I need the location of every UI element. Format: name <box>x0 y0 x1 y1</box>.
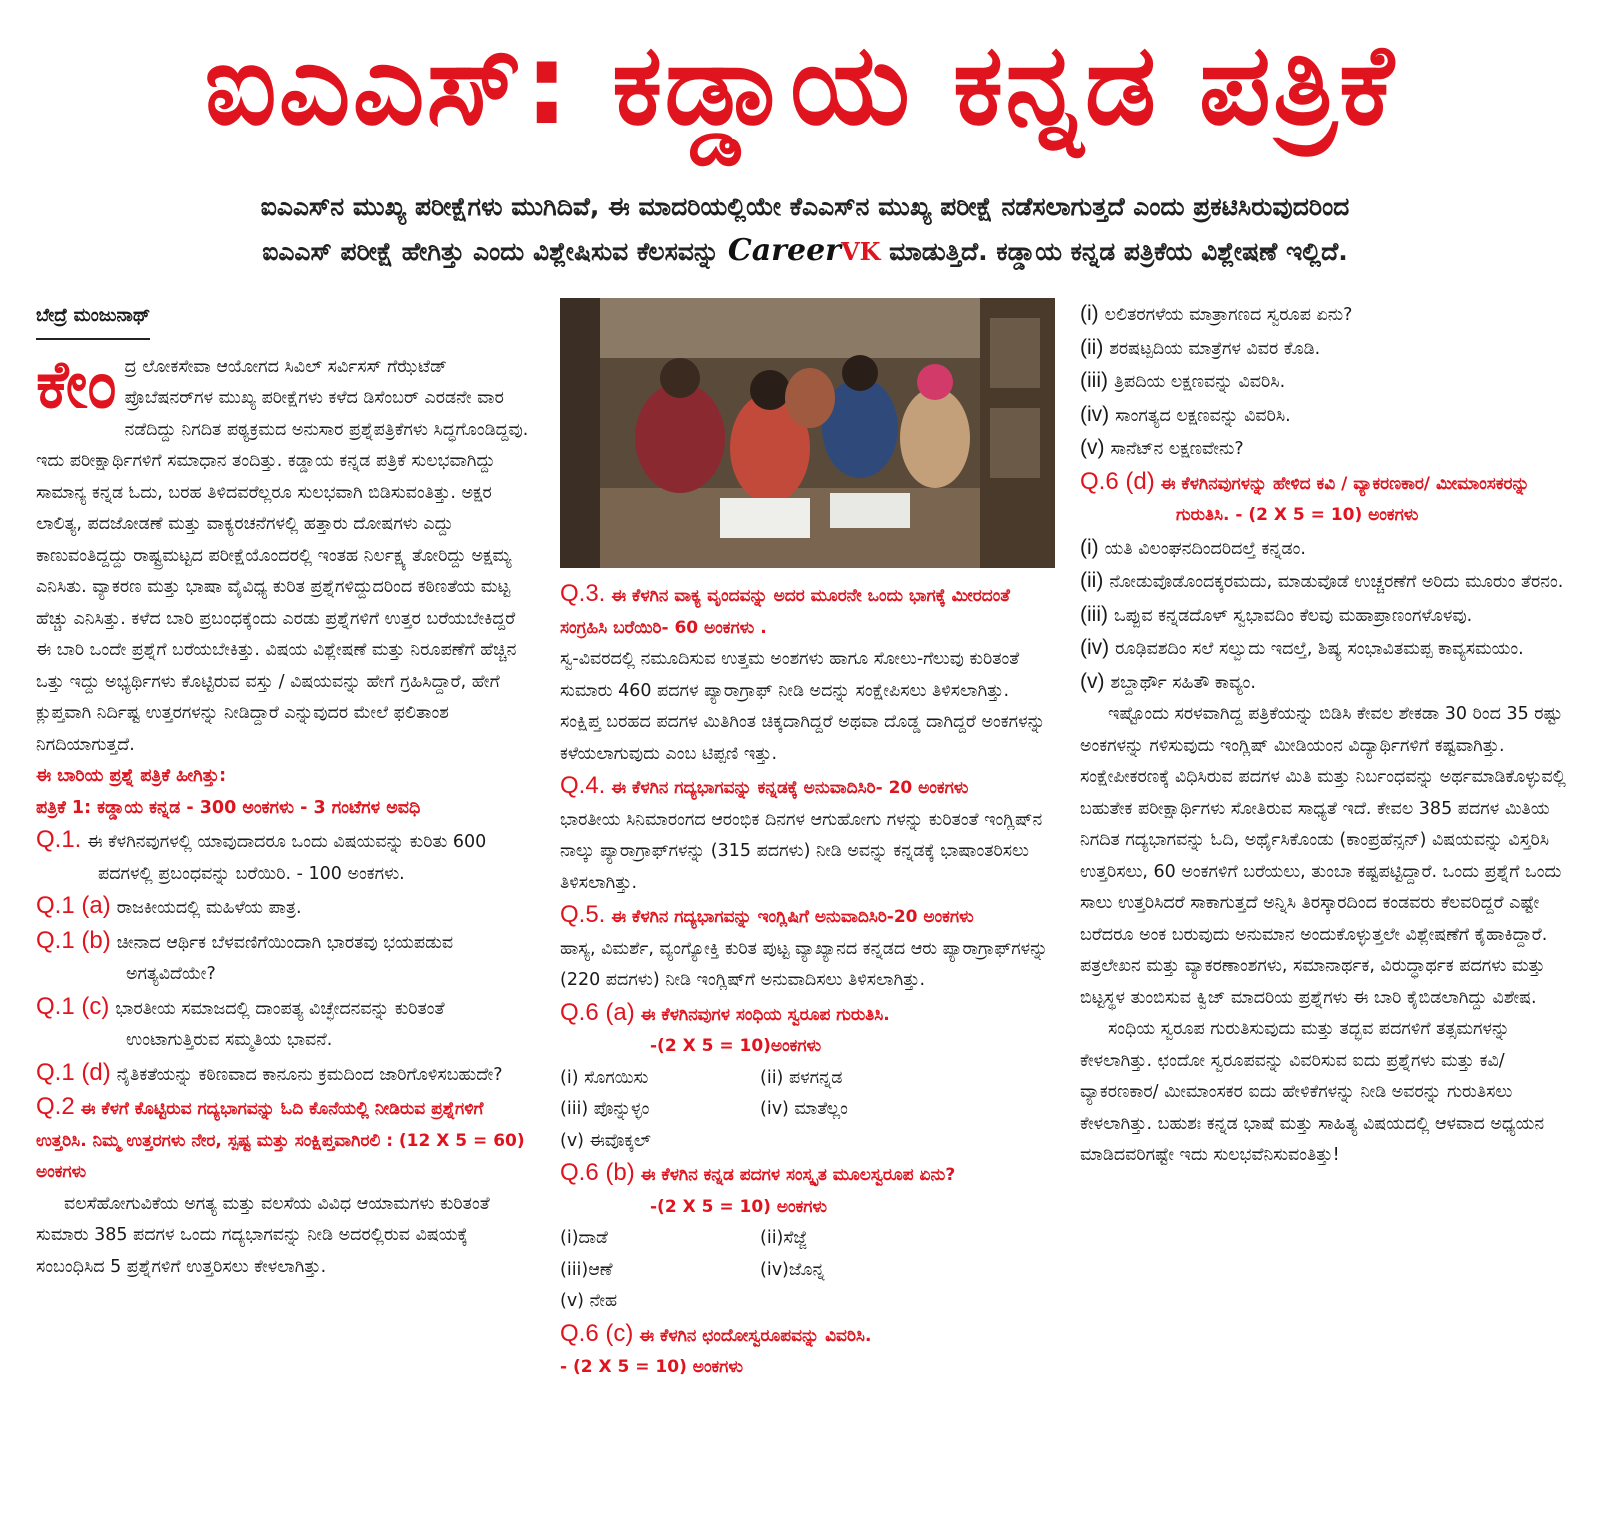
q6b-row-3 <box>560 1286 1055 1318</box>
q6c-item-4-num: (iv) <box>1080 402 1110 426</box>
drop-cap: ಕೇಂ <box>36 345 117 423</box>
q1-text: ಈ ಕೆಳಗಿನವುಗಳಲ್ಲಿ ಯಾವುದಾದರೂ ಒಂದು ವಿಷಯವನ್ನು ಕುರಿತು 600 ಪದಗಳಲ್ಲಿ ಪ್ರಬಂಧವನ್ನು ಬರೆಯಿರಿ. - 100 ಅಂಕಗಳು. <box>87 832 487 884</box>
intro-standfirst <box>60 185 1550 274</box>
q2-body: ವಲಸೆಹೋಗುವಿಕೆಯ ಅಗತ್ಯ ಮತ್ತು ವಲಸೆಯ ವಿವಿಧ ಆಯಾಮಗಳು ಕುರಿತಂತೆ ಸುಮಾರು 385 ಪದಗಳ ಒಂದು ಗದ್ಯಭಾಗವನ್ನು ನೀಡಿ ಅದರಲ್ಲಿರುವ ವಿಷಯಕ್ಕೆ ಸಂಬಂಧಿಸಿದ 5 ಪ್ರಶ್ನೆಗಳಿಗೆ ಉತ್ತರಿಸಲು ಕೇಳಲಾಗಿತ್ತು. <box>36 1193 490 1277</box>
q6d-item-1-text: ಯತಿ ವಿಲಂಘನದಿಂದರಿದಲ್ತೆ ಕನ್ನಡಂ. <box>1104 538 1306 559</box>
q6a-label: Q.6 (a) <box>560 998 635 1026</box>
q6c-item-2-num: (ii) <box>1080 335 1104 359</box>
q1c <box>36 991 531 1057</box>
q6d-item-4-num: (iv) <box>1080 636 1110 659</box>
exam-hall-photo <box>560 298 1055 568</box>
q6d-item-5-num: (v) <box>1080 669 1105 693</box>
q6a-item-3: (iii) ಪೊನ್ನುಳ್ಳಂ <box>560 1099 650 1119</box>
q1d <box>36 1057 531 1092</box>
career-vk-logo <box>728 233 881 268</box>
q5-body: ಹಾಸ್ಯ, ವಿಮರ್ಶೆ, ವ್ಯಂಗ್ಯೋಕ್ತಿ ಕುರಿತ ಪುಟ್ಟ ವ್ಯಾಖ್ಯಾನದ ಕನ್ನಡದ ಆರು ಪ್ಯಾರಾಗ್ರಾಫ್‌ಗಳನ್ನು (220 ಪದಗಳು) ನೀಡಿ ಇಂಗ್ಲಿಷ್‌ಗೆ ಅನುವಾದಿಸಲು ತಿಳಿಸಲಾಗಿತ್ತು. <box>560 938 1048 990</box>
q3-body: ಸ್ವ-ವಿವರದಲ್ಲಿ ನಮೂದಿಸುವ ಉತ್ತಮ ಅಂಶಗಳು ಹಾಗೂ ಸೋಲು-ಗೆಲುವು ಕುರಿತಂತೆ ಸುಮಾರು 460 ಪದಗಳ ಪ್ಯಾರಾಗ್ರಾಫ್ ನೀಡಿ ಅದನ್ನು ಸಂಕ್ಷೇಪಿಸಲು ತಿಳಿಸಲಾಗಿತ್ತು. ಸಂಕ್ಷಿಪ್ತ ಬರಹದ ಪದಗಳ ಮಿತಿಗಿಂತ ಚಿಕ್ಕದಾಗಿದ್ದರೆ ಅಥವಾ ದೊಡ್ಡ ದಾಗಿದ್ದರೆ ಅಂಕಗಳನ್ನು ಕಳೆಯಲಾಗುವುದು ಎಂಬ ಟಿಪ್ಪಣಿ ಇತ್ತು. <box>560 649 1046 764</box>
q4-text: ಈ ಕೆಳಗಿನ ಗದ್ಯಭಾಗವನ್ನು ಕನ್ನಡಕ್ಕೆ ಅನುವಾದಿಸಿರಿ- 20 ಅಂಕಗಳು <box>611 778 969 798</box>
q2 <box>36 1091 531 1189</box>
q6b-label: Q.6 (b) <box>560 1159 635 1186</box>
q6c-item-3 <box>1080 365 1570 399</box>
q5 <box>560 899 1055 934</box>
q6c-item-4-text: ಸಾಂಗತ್ಯದ ಲಕ್ಷಣವನ್ನು ವಿವರಿಸಿ. <box>1115 405 1291 426</box>
q1b <box>36 925 531 991</box>
q6a-row-1 <box>560 1063 1055 1095</box>
q6d-item-3-text: ಒಪ್ಪುವ ಕನ್ನಡದೊಳ್ ಸ್ವಭಾವದಿಂ ಕೆಲವು ಮಹಾಪ್ರಾಣಂಗಳೊಳವು. <box>1113 605 1473 626</box>
q1a-text: ರಾಜಕೀಯದಲ್ಲಿ ಮಹಿಳೆಯ ಪಾತ್ರ. <box>116 898 302 918</box>
q6d-item-4 <box>1080 632 1570 666</box>
q6d-item-1 <box>1080 532 1570 566</box>
paper-heading: ಪತ್ರಿಕೆ 1: ಕಡ್ಡಾಯ ಕನ್ನಡ - 300 ಅಂಕಗಳು - 3 ಗಂಟೆಗಳ ಅವಧಿ <box>36 797 421 818</box>
q6a <box>560 997 1055 1032</box>
q1d-label: Q.1 (d) <box>36 1058 111 1086</box>
q6c-marks: - (2 X 5 = 10) ಅಂಕಗಳು <box>560 1357 743 1377</box>
photo-illustration <box>560 298 1055 568</box>
lead-paragraph <box>36 345 531 762</box>
q6a-row-2 <box>560 1094 1055 1126</box>
q6c-label: Q.6 (c) <box>560 1319 634 1347</box>
q6c-item-2-text: ಶರಷಟ್ಪದಿಯ ಮಾತ್ರೆಗಳ ವಿವರ ಕೊಡಿ. <box>1109 338 1321 359</box>
q1c-label: Q.1 (c) <box>36 992 110 1020</box>
q5-label: Q.5. <box>560 901 606 928</box>
q1c-text: ಭಾರತೀಯ ಸಮಾಜದಲ್ಲಿ ದಾಂಪತ್ಯ ವಿಚ್ಛೇದನವನ್ನು ಕುರಿತಂತೆ ಉಂಟಾಗುತ್ತಿರುವ ಸಮ್ಮತಿಯ ಭಾವನೆ. <box>115 998 445 1050</box>
q6b-item-3: (iii)ಆಣೆ <box>560 1259 613 1280</box>
q3-label: Q.3. <box>560 580 606 607</box>
intro-line-1: ಐಎಎಸ್‌ನ ಮುಖ್ಯ ಪರೀಕ್ಷೆಗಳು ಮುಗಿದಿವೆ, ಈ ಮಾದರಿಯಲ್ಲಿಯೇ ಕೆಎಎಸ್‌ನ ಮುಖ್ಯ ಪರೀಕ್ಷೆ ನಡೆಸಲಾಗುತ್ತದೆ ಎಂದು ಪ್ರಕಟಿಸಿರುವುದರಿಂದ <box>260 192 1350 221</box>
q1b-label: Q.1 (b) <box>36 926 111 954</box>
q6c-item-5 <box>1080 432 1570 466</box>
q6b-item-4: (iv)ಜೊನ್ನ <box>760 1259 825 1280</box>
intro-line-2 <box>60 229 1550 274</box>
q6a-text: ಈ ಕೆಳಗಿನವುಗಳ ಸಂಧಿಯ ಸ್ವರೂಪ ಗುರುತಿಸಿ. <box>640 1004 890 1025</box>
q3-text: ಈ ಕೆಳಗಿನ ವಾಕ್ಯ ವೃಂದವನ್ನು ಅದರ ಮೂರನೇ ಒಂದು ಭಾಗಕ್ಕೆ ಮೀರದಂತೆ ಸಂಗ್ರಹಿಸಿ ಬರೆಯಿರಿ- 60 ಅಂಕಗಳು . <box>560 586 1010 638</box>
q6c-item-1-num: (i) <box>1080 302 1099 325</box>
q6d-item-1-num: (i) <box>1080 535 1099 559</box>
q1a-label: Q.1 (a) <box>36 892 111 919</box>
q6d-item-3-num: (iii) <box>1080 602 1108 626</box>
q6d-item-3 <box>1080 599 1570 633</box>
lead-text: ದ್ರ ಲೋಕಸೇವಾ ಆಯೋಗದ ಸಿವಿಲ್ ಸರ್ವಿಸಸ್ ಗೆಝೆಟೆಡ್ ಪ್ರೊಬೆಷನರ್‌ಗಳ ಮುಖ್ಯ ಪರೀಕ್ಷೆಗಳು ಕಳೆದ ಡಿಸೆಂಬರ್ ಎರಡನೇ ವಾರ ನಡೆದಿದ್ದು ನಿಗದಿತ ಪಠ್ಯಕ್ರಮದ ಅನುಸಾರ ಪ್ರಶ್ನೆಪತ್ರಿಕೆಗಳು ಸಿದ್ಧಗೊಂಡಿದ್ದವು. ಇದು ಪರೀಕ್ಷಾರ್ಥಿಗಳಿಗೆ ಸಮಾಧಾನ ತಂದಿತ್ತು. ಕಡ್ಡಾಯ ಕನ್ನಡ ಪತ್ರಿಕೆ ಸುಲಭವಾಗಿದ್ದು ಸಾಮಾನ್ಯ ಕನ್ನಡ ಓದು, ಬರಹ ತಿಳಿದವರೆಲ್ಲರೂ ಸುಲಭವಾಗಿ ಬಿಡಿಸುವಂತಿತ್ತು. ಅಕ್ಷರ ಲಾಲಿತ್ಯ, ಪದಜೋಡಣೆ ಮತ್ತು ವಾಕ್ಯರಚನೆಗಳಲ್ಲಿ ಹತ್ತಾರು ದೋಷಗಳು ಎದ್ದು ಕಾಣುವಂತಿದ್ದದ್ದು ರಾಷ್ಟ್ರಮಟ್ಟದ ಪರೀಕ್ಷೆಯೊಂದರಲ್ಲಿ ಇಂತಹ ನಿರ್ಲಕ್ಷ್ಯ ತೋರಿದ್ದು ಅಕ್ಷಮ್ಯ ಎನಿಸಿತು. ವ್ಯಾಕರಣ ಮತ್ತು ಭಾಷಾ ವೈವಿಧ್ಯ ಕುರಿತ ಪ್ರಶ್ನೆಗಳಿದ್ದುದರಿಂದ ಕಠಿಣತೆಯ ಮಟ್ಟ ಹೆಚ್ಚು ಎನಿಸಿತ್ತು. ಕಳೆದ ಬಾರಿ ಪ್ರಬಂಧಕ್ಕೆಂದು ಎರಡು ಪ್ರಶ್ನೆಗಳಿಗೆ ಉತ್ತರ ಬರೆಯಬೇಕಿದ್ದರೆ ಈ ಬಾರಿ ಒಂದೇ ಪ್ರಶ್ನೆಗೆ ಬರೆಯಬೇಕಿತ್ತು. ವಿಷಯ ವಿಶ್ಲೇಷಣೆ ಮತ್ತು ನಿರೂಪಣೆಗೆ ಹೆಚ್ಚಿನ ಒತ್ತು ಇದ್ದು ಅಭ್ಯರ್ಥಿಗಳು ಕೊಟ್ಟಿರುವ ವಸ್ತು / ವಿಷಯವನ್ನು ಹೇಗೆ ಗ್ರಹಿಸಿದ್ದಾರೆ, ಹೇಗೆ ಕ್ಲುಪ್ತವಾಗಿ ನಿರ್ದಿಷ್ಟ ಉತ್ತರಗಳನ್ನು ನೀಡಿದ್ದಾರೆ ಎನ್ನುವುದರ ಮೇಲೆ ಫಲಿತಾಂಶ ನಿಗದಿಯಾಗುತ್ತದೆ. <box>36 356 529 755</box>
q1d-text: ನೈತಿಕತೆಯನ್ನು ಕಠಿಣವಾದ ಕಾನೂನು ಕ್ರಮದಿಂದ ಜಾರಿಗೊಳಿಸಬಹುದೇ? <box>116 1064 503 1085</box>
q6c-item-1 <box>1080 298 1570 332</box>
headline: ಐಎಎಸ್: ಕಡ್ಡಾಯ ಕನ್ನಡ ಪತ್ರಿಕೆ <box>204 20 1396 150</box>
q6b-item-5: (v) ನೇಹ <box>560 1291 618 1311</box>
q4-body: ಭಾರತೀಯ ಸಿನಿಮಾರಂಗದ ಆರಂಭಿಕ ದಿನಗಳ ಆಗುಹೋಗು ಗಳನ್ನು ಕುರಿತಂತೆ ಇಂಗ್ಲಿಷ್‌ನ ನಾಲ್ಕು ಪ್ಯಾರಾಗ್ರಾಫ್‌ಗಳನ್ನು (315 ಪದಗಳು) ನೀಡಿ ಅವನ್ನು ಕನ್ನಡಕ್ಕೆ ಭಾಷಾಂತರಿಸಲು ತಿಳಿಸಲಾಗಿತ್ತು. <box>560 809 1043 893</box>
q6d-item-5 <box>1080 666 1570 700</box>
q1 <box>36 824 531 890</box>
q5-text: ಈ ಕೆಳಗಿನ ಗದ್ಯಭಾಗವನ್ನು ಇಂಗ್ಲಿಷಿಗೆ ಅನುವಾದಿಸಿರಿ-20 ಅಂಕಗಳು <box>611 907 974 927</box>
intro-line-2-post: ಮಾಡುತ್ತಿದೆ. ಕಡ್ಡಾಯ ಕನ್ನಡ ಪತ್ರಿಕೆಯ ವಿಶ್ಲೇಷಣೆ ಇಲ್ಲಿದೆ. <box>889 237 1348 266</box>
q2-label: Q.2 <box>36 1093 75 1120</box>
q1-label: Q.1. <box>36 826 82 853</box>
brand-vk: VK <box>840 237 881 266</box>
q6c-item-3-num: (iii) <box>1080 369 1108 392</box>
q6a-item-1: (i) ಸೊಗಯಿಸು <box>560 1067 649 1088</box>
q6c-text: ಈ ಕೆಳಗಿನ ಛಂದೋಸ್ವರೂಪವನ್ನು ವಿವರಿಸಿ. <box>639 1325 872 1346</box>
q6a-item-4: (iv) ಮಾತೆಲ್ಲಂ <box>760 1099 848 1119</box>
q6b-marks: -(2 X 5 = 10) ಅಂಕಗಳು <box>650 1196 828 1217</box>
q6d-text: ಈ ಕೆಳಗಿನವುಗಳನ್ನು ಹೇಳಿದ ಕವಿ / ವ್ಯಾಕರಣಕಾರ/ ಮೀಮಾಂಸಕರನ್ನು ಗುರುತಿಸಿ. - (2 X 5 = 10) ಅಂಕಗಳು <box>1160 473 1530 525</box>
q1a <box>36 890 531 925</box>
q6d-item-2-text: ನೋಡುವೊಡೊಂದಕ್ಕರಮದು, ಮಾಡುವೊಡೆ ಉಚ್ಚರಣೆಗೆ ಅರಿದು ಮೂರುಂ ತೆರನಂ. <box>1109 572 1564 592</box>
analysis-paragraph-2: ಸಂಧಿಯ ಸ್ವರೂಪ ಗುರುತಿಸುವುದು ಮತ್ತು ತದ್ಭವ ಪದಗಳಿಗೆ ತತ್ಸಮಗಳನ್ನು ಕೇಳಲಾಗಿತ್ತು. ಛಂದೋ ಸ್ವರೂಪವನ್ನು ವಿವರಿಸುವ ಐದು ಪ್ರಶ್ನೆಗಳು ಮತ್ತು ಕವಿ/ವ್ಯಾಕರಣಕಾರ/ ಮೀಮಾಂಸಕರ ಐದು ಹೇಳಿಕೆಗಳನ್ನು ನೀಡಿ ಅವರನ್ನು ಗುರುತಿಸಲು ಕೇಳಲಾಗಿತ್ತು. ಬಹುಶಃ ಕನ್ನಡ ಭಾಷೆ ಮತ್ತು ಸಾಹಿತ್ಯ ವಿಷಯದಲ್ಲಿ ಆಳವಾದ ಅಧ್ಯಯನ ಮಾಡಿದವರಿಗಷ್ಟೇ ಇದು ಸುಲಭವೆನಿಸುವಂತಿತ್ತು! <box>1080 1019 1545 1165</box>
q4-label: Q.4. <box>560 772 606 799</box>
q6d-item-4-text: ರೂಢಿವಶದಿಂ ಸಲೆ ಸಲ್ವುದು ಇದಲ್ತೆ, ಶಿಷ್ಯ ಸಂಭಾವಿತಮಪ್ಪ ಕಾವ್ಯಸಮಯಂ. <box>1115 639 1524 659</box>
byline: ಬೇದ್ರೆ ಮಂಜುನಾಥ್ <box>36 300 150 340</box>
q6d-item-5-text: ಶಬ್ದಾರ್ಥೌ ಸಹಿತೌ ಕಾವ್ಯಂ. <box>1110 672 1256 693</box>
q4 <box>560 770 1055 805</box>
column-2 <box>560 578 1055 1384</box>
analysis-paragraph-1: ಇಷ್ಟೊಂದು ಸರಳವಾಗಿದ್ದ ಪತ್ರಿಕೆಯನ್ನು ಬಿಡಿಸಿ ಕೇವಲ ಶೇಕಡಾ 30 ರಿಂದ 35 ರಷ್ಟು ಅಂಕಗಳನ್ನು ಗಳಿಸುವುದು ಇಂಗ್ಲಿಷ್ ಮೀಡಿಯಂನ ವಿದ್ಯಾರ್ಥಿಗಳಿಗೆ ಕಷ್ಟವಾಗಿತ್ತು. ಸಂಕ್ಷೇಪೀಕರಣಕ್ಕೆ ವಿಧಿಸಿರುವ ಪದಗಳ ಮಿತಿ ಮತ್ತು ನಿರ್ಬಂಧವನ್ನು ಅರ್ಥಮಾಡಿಕೊಳ್ಳುವಲ್ಲಿ ಬಹುತೇಕ ಪರೀಕ್ಷಾರ್ಥಿಗಳು ಸೋತಿರುವ ಸಾಧ್ಯತೆ ಇದೆ. ಕೇವಲ 385 ಪದಗಳ ಮಿತಿಯ ನಿಗದಿತ ಗದ್ಯಭಾಗವನ್ನು ಓದಿ, ಅರ್ಥೈಸಿಕೊಂಡು (ಕಾಂಪ್ರಹೆನ್ಸನ್) ವಿಷಯವನ್ನು ವಿಸ್ತರಿಸಿ ಉತ್ತರಿಸಲು, 60 ಅಂಕಗಳಿಗೆ ಬರೆಯಲು, ತುಂಬಾ ಕಷ್ಟಪಟ್ಟಿದ್ದಾರೆ. ಒಂದು ಪ್ರಶ್ನೆಗೆ ಒಂದು ಸಾಲು ಉತ್ತರಿಸಿದರೆ ಸಾಕಾಗುತ್ತದೆ ಅನ್ನಿಸಿ ತಿರಸ್ಕಾರದಿಂದ ಕಂಡವರು ಕೆಲವರಿದ್ದರೆ ಎಷ್ಟೇ ಬರೆದರೂ ಅಂಕ ಬರುವುದು ಅನುಮಾನ ಅಂದುಕೊಳ್ಳುತ್ತಲೇ ವಿಶ್ಲೇಷಣೆಗೆ ಕೈಹಾಕಿದ್ದಾರೆ. ಪತ್ರಲೇಖನ ಮತ್ತು ವ್ಯಾಕರಣಾಂಶಗಳು, ಸಮಾನಾರ್ಥಕ, ವಿರುದ್ಧಾರ್ಥಕ ಪದಗಳು ಮತ್ತು ಬಿಟ್ಟಸ್ಥಳ ತುಂಬಿಸುವ ಕ್ವಿಜ್ ಮಾದರಿಯ ಪ್ರಶ್ನೆಗಳು ಈ ಬಾರಿ ಕೈಬಿಡಲಾಗಿದ್ದು ವಿಶೇಷ. <box>1080 704 1566 1008</box>
q3 <box>560 578 1055 644</box>
q6a-marks: -(2 X 5 = 10)ಅಂಕಗಳು <box>650 1036 822 1056</box>
q6a-row-3 <box>560 1126 1055 1158</box>
brand-career: Career <box>727 233 841 268</box>
q6c <box>560 1318 1055 1353</box>
q6b-item-1: (i)ದಾಡೆ <box>560 1228 608 1248</box>
q1b-text: ಚೀನಾದ ಆರ್ಥಿಕ ಬೆಳವಣಿಗೆಯಿಂದಾಗಿ ಭಾರತವು ಭಯಪಡುವ ಅಗತ್ಯವಿದೆಯೇ? <box>116 932 454 984</box>
q6b <box>560 1157 1055 1192</box>
pattern-heading: ಈ ಬಾರಿಯ ಪ್ರಶ್ನೆ ಪತ್ರಿಕೆ ಹೀಗಿತ್ತು: <box>36 766 227 786</box>
q6c-item-3-text: ತ್ರಿಪದಿಯ ಲಕ್ಷಣವನ್ನು ವಿವರಿಸಿ. <box>1113 372 1286 392</box>
q6d-label: Q.6 (d) <box>1080 467 1155 495</box>
q6d-item-2-num: (ii) <box>1080 569 1104 592</box>
column-3 <box>1080 298 1570 1172</box>
q6c-item-5-num: (v) <box>1080 436 1105 459</box>
q6b-row-2 <box>560 1255 1055 1287</box>
q6d <box>1080 466 1570 532</box>
q6c-item-1-text: ಲಲಿತರಗಳೆಯ ಮಾತ್ರಾಗಣದ ಸ್ವರೂಪ ಏನು? <box>1104 305 1353 325</box>
q6b-text: ಈ ಕೆಳಗಿನ ಕನ್ನಡ ಪದಗಳ ಸಂಸ್ಕೃತ ಮೂಲಸ್ವರೂಪ ಏನು? <box>640 1165 956 1185</box>
intro-line-2-pre: ಐಎಎಸ್ ಪರೀಕ್ಷೆ ಹೇಗಿತ್ತು ಎಂದು ವಿಶ್ಲೇಷಿಸುವ ಕೆಲಸವನ್ನು <box>262 237 720 266</box>
q6a-item-2: (ii) ಪಳಗನ್ನಡ <box>760 1067 843 1088</box>
q2-text: ಈ ಕೆಳಗೆ ಕೊಟ್ಟಿರುವ ಗದ್ಯಭಾಗವನ್ನು ಓದಿ ಕೊನೆಯಲ್ಲಿ ನೀಡಿರುವ ಪ್ರಶ್ನೆಗಳಿಗೆ ಉತ್ತರಿಸಿ. ನಿಮ್ಮ ಉತ್ತರಗಳು ನೇರ, ಸ್ಪಷ್ಟ ಮತ್ತು ಸಂಕ್ಷಿಪ್ತವಾಗಿರಲಿ : (12 X 5 = 60) ಅಂಕಗಳು <box>36 1099 525 1182</box>
q6c-item-2 <box>1080 332 1570 366</box>
q6b-item-2: (ii)ಸೆಜ್ಜೆ <box>760 1228 808 1248</box>
q6a-item-5: (v) ಈವೊಕ್ಕಲ್ <box>560 1130 651 1151</box>
q6d-item-2 <box>1080 565 1570 599</box>
column-1 <box>36 300 531 1283</box>
q6b-row-1 <box>560 1223 1055 1255</box>
q6c-item-4 <box>1080 399 1570 433</box>
q6c-item-5-text: ಸಾನೆಟ್‌ನ ಲಕ್ಷಣವೇನು? <box>1110 439 1244 459</box>
